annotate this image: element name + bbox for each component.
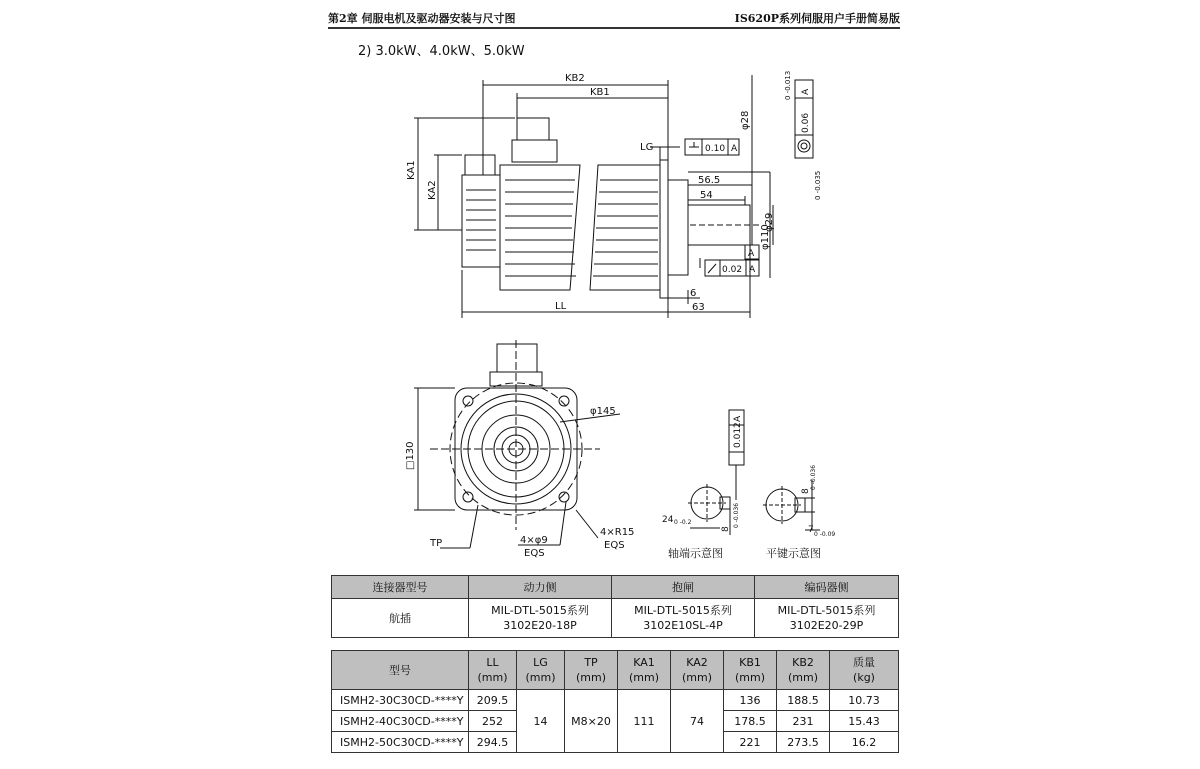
shaft-end-caption: 轴端示意图: [668, 547, 723, 560]
label-ll: LL: [555, 301, 567, 312]
model-cell: ISMH2-40C30CD-****Y: [332, 711, 469, 732]
label-phi110-tol: 0 -0.035: [814, 170, 822, 200]
ll-cell: 252: [469, 711, 517, 732]
label-lg: LG: [640, 142, 654, 153]
spec-header-ka1: KA1 (mm): [618, 651, 671, 690]
label-ka2: KA2: [427, 180, 438, 200]
label-ka1: KA1: [406, 160, 417, 180]
shaft-dim-8-tol: 0 -0.036: [733, 502, 740, 528]
perp-tolerance: 0.10: [705, 144, 726, 154]
label-square-130: □130: [405, 441, 416, 470]
motor-side-view: [414, 75, 813, 318]
spec-header-model: 型号: [332, 651, 469, 690]
kb2-cell: 188.5: [777, 690, 830, 711]
key-dim-7-tol: 0 -0.09: [814, 531, 836, 538]
kb1-cell: 178.5: [724, 711, 777, 732]
label-kb2: KB2: [565, 73, 585, 84]
model-cell: ISMH2-50C30CD-****Y: [332, 732, 469, 753]
spec-header-lg: LG (mm): [517, 651, 565, 690]
runout-tolerance: 0.02: [722, 265, 743, 275]
mass-cell: 16.2: [830, 732, 899, 753]
datum-a-2: A: [748, 249, 755, 259]
label-radius: 4×R15: [600, 527, 635, 538]
label-eqs-1: EQS: [524, 548, 545, 559]
connector-header-brake: 抱闸: [612, 576, 755, 599]
datum-a-4: A: [801, 88, 811, 95]
label-phi145: φ145: [590, 406, 616, 417]
label-tp: TP: [430, 538, 443, 549]
lg-cell: 14: [517, 690, 565, 753]
spec-header-tp: TP (mm): [565, 651, 618, 690]
key-dim-8: 8: [801, 488, 811, 494]
chapter-title: 第2章 伺服电机及驱动器安装与尺寸图: [328, 12, 516, 25]
connector-type: 航插: [332, 599, 469, 638]
position-tolerance: 0.012: [733, 422, 743, 448]
label-kb1: KB1: [590, 87, 610, 98]
label-6: 6: [690, 288, 697, 299]
shaft-dim-8: 8: [721, 526, 731, 532]
connector-table: [331, 575, 899, 638]
connector-header-encoder: 编码器侧: [755, 576, 899, 599]
label-phi29: φ29: [764, 212, 775, 232]
datum-a-5: A: [733, 415, 743, 422]
shaft-dim-24: 24: [662, 515, 674, 525]
ll-cell: 294.5: [469, 732, 517, 753]
motor-front-view: [414, 340, 744, 548]
label-54: 54: [700, 190, 713, 201]
section-title: 2) 3.0kW、4.0kW、5.0kW: [358, 44, 525, 59]
spec-header-kb2: KB2 (mm): [777, 651, 830, 690]
spec-table: [331, 650, 899, 753]
label-holes: 4×φ9: [520, 535, 548, 546]
spec-header-row: [332, 651, 899, 690]
spec-header-mass: 质量 (kg): [830, 651, 899, 690]
datum-a-1: A: [731, 144, 738, 154]
key-dim-8-tol: 0 -0.036: [810, 464, 817, 490]
table-row: [332, 690, 899, 711]
manual-title: IS620P系列伺服用户手册简易版: [734, 12, 900, 25]
label-phi110: φ110: [760, 224, 771, 250]
tp-cell: M8×20: [565, 690, 618, 753]
label-phi28-tol: 0 -0.013: [784, 70, 792, 100]
spec-header-kb1: KB1 (mm): [724, 651, 777, 690]
shaft-dim-24-tol: 0 -0.2: [674, 519, 692, 526]
connector-header-model: 连接器型号: [332, 576, 469, 599]
kb2-cell: 231: [777, 711, 830, 732]
kb2-cell: 273.5: [777, 732, 830, 753]
label-63: 63: [692, 302, 705, 313]
kb1-cell: 136: [724, 690, 777, 711]
mass-cell: 15.43: [830, 711, 899, 732]
label-phi28: φ28: [740, 110, 751, 130]
model-cell: ISMH2-30C30CD-****Y: [332, 690, 469, 711]
ll-cell: 209.5: [469, 690, 517, 711]
mass-cell: 10.73: [830, 690, 899, 711]
connector-header-power: 动力侧: [469, 576, 612, 599]
kb1-cell: 221: [724, 732, 777, 753]
connector-power: MIL-DTL-5015系列 3102E20-18P: [469, 599, 612, 638]
ka1-cell: 111: [618, 690, 671, 753]
spec-header-ll: LL (mm): [469, 651, 517, 690]
connector-encoder: MIL-DTL-5015系列 3102E20-29P: [755, 599, 899, 638]
key-caption: 平键示意图: [766, 547, 821, 560]
label-eqs-2: EQS: [604, 540, 625, 551]
concentric-tolerance: 0.06: [801, 112, 811, 133]
label-56-5: 56.5: [698, 175, 721, 186]
key-dim-7: 7: [808, 525, 814, 535]
ka2-cell: 74: [671, 690, 724, 753]
datum-a-3: A: [749, 265, 756, 275]
connector-brake: MIL-DTL-5015系列 3102E10SL-4P: [612, 599, 755, 638]
spec-header-ka2: KA2 (mm): [671, 651, 724, 690]
